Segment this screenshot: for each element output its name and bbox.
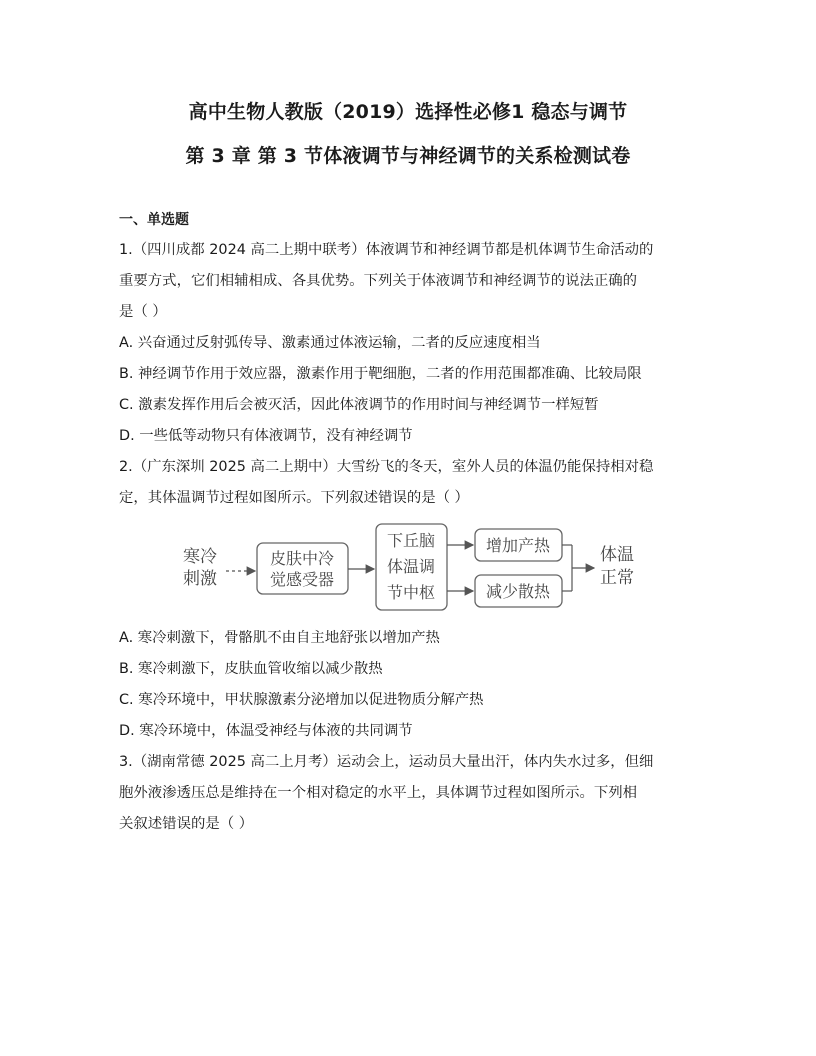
document-subtitle: 第 3 章 第 3 节体液调节与神经调节的关系检测试卷 (185, 145, 631, 167)
receptor-label-line: 觉感受器 (269, 570, 335, 589)
thermoregulation-diagram (176, 522, 642, 614)
q2-option-d: D. 寒冷环境中，体温受神经与体液的共同调节 (119, 723, 413, 739)
q1-option-b: B. 神经调节作用于效应器，激素作用于靶细胞，二者的作用范围都准确、比较局限 (119, 366, 642, 382)
q3-stem-line: 关叙述错误的是（ ） (119, 816, 254, 832)
center-label-line: 体温调 (386, 557, 436, 576)
q2-stem-line: 定，其体温调节过程如图所示。下列叙述错误的是（ ） (119, 490, 469, 506)
q1-stem-line: 1.（四川成都 2024 高二上期中联考）体液调节和神经调节都是机体调节生命活动的 (119, 242, 654, 258)
q1-option-d: D. 一些低等动物只有体液调节，没有神经调节 (119, 428, 413, 444)
q1-stem-line: 重要方式，它们相辅相成、各具优势。下列关于体液调节和神经调节的说法正确的 (119, 273, 638, 289)
decrease-heat-label: 减少散热 (485, 582, 551, 601)
q3-stem-line: 胞外液渗透压总是维持在一个相对稳定的水平上，具体调节过程如图所示。下列相 (119, 785, 638, 801)
diagram-stimulus-line: 寒冷 (183, 547, 217, 567)
center-label-line: 节中枢 (386, 583, 436, 602)
q2-stem-line: 2.（广东深圳 2025 高二上期中）大雪纷飞的冬天，室外人员的体温仍能保持相对稳 (119, 459, 654, 475)
q2-option-b: B. 寒冷刺激下，皮肤血管收缩以减少散热 (119, 661, 383, 677)
diagram-result-line: 体温 (600, 545, 634, 565)
q2-option-c: C. 寒冷环境中，甲状腺激素分泌增加以促进物质分解产热 (119, 692, 484, 708)
diagram-result-line: 正常 (600, 568, 634, 588)
section-heading: 一、单选题 (119, 212, 189, 228)
receptor-label-line: 皮肤中冷 (269, 549, 335, 568)
diagram-stimulus-line: 刺激 (183, 569, 217, 589)
increase-heat-label: 增加产热 (485, 536, 551, 555)
center-label-line: 下丘脑 (386, 531, 436, 550)
q1-stem-line: 是（ ） (119, 304, 167, 320)
q2-option-a: A. 寒冷刺激下，骨骼肌不由自主地舒张以增加产热 (119, 630, 440, 646)
q1-option-c: C. 激素发挥作用后会被灭活，因此体液调节的作用时间与神经调节一样短暂 (119, 397, 599, 413)
q3-stem-line: 3.（湖南常德 2025 高二上月考）运动会上，运动员大量出汗，体内失水过多，但细 (119, 754, 654, 770)
q1-option-a: A. 兴奋通过反射弧传导、激素通过体液运输，二者的反应速度相当 (119, 335, 541, 351)
document-title: 高中生物人教版（2019）选择性必修1 稳态与调节 (188, 101, 628, 123)
